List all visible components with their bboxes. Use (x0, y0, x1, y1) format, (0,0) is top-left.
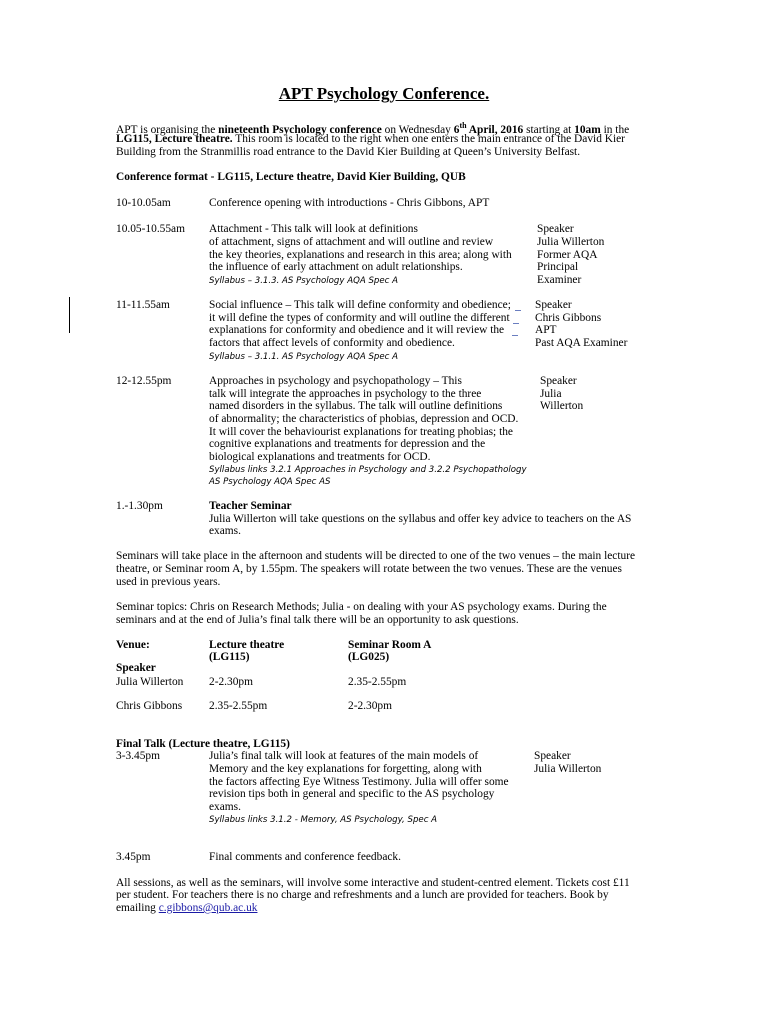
topics-line: seminars and at the end of Julia’s final talk there will be an opportunity to ask questions. (116, 614, 519, 626)
session-time: 3-3.45pm (116, 750, 160, 762)
edit-mark (512, 335, 518, 336)
session-desc-line: Attachment - This talk will look at definitions (209, 223, 418, 235)
session-desc-line: talk will integrate the approaches in psychology to the three (209, 388, 482, 400)
speaker-line: Julia (540, 388, 562, 400)
speaker-line: Julia Willerton (534, 763, 602, 775)
venue-col-header: Lecture theatre (209, 639, 285, 651)
venue-row-time: 2.35-2.55pm (348, 676, 407, 688)
session-heading: Teacher Seminar (209, 500, 292, 512)
intro-line-2: LG115, Lecture theatre. This room is located to the right when one enters the main entrance of the David Kier (116, 133, 625, 145)
session-desc-line: Approaches in psychology and psychopathology – This (209, 375, 462, 387)
seminars-line: theatre, or Seminar room A, by 1.55pm. The speakers will rotate between the two venues. These are the venues (116, 563, 622, 575)
footer-line: All sessions, as well as the seminars, will involve some interactive and student-centred element. Tickets cost £11 (116, 877, 630, 889)
seminars-line: Seminars will take place in the afternoon and students will be directed to one of the two venues – the main lecture (116, 550, 636, 562)
session-time: 10-10.05am (116, 197, 171, 209)
speaker-line: Past AQA Examiner (535, 337, 628, 349)
session-desc-line: cognitive explanations and treatments for depression and the (209, 438, 486, 450)
speaker-line: Speaker (540, 375, 577, 387)
session-desc-line: of attachment, signs of attachment and will outline and review (209, 236, 494, 248)
syllabus-note: Syllabus – 3.1.3. AS Psychology AQA Spec A (209, 276, 398, 286)
speaker-line: Speaker (535, 299, 572, 311)
venue-col-header: (LG025) (348, 651, 390, 663)
speaker-line: Chris Gibbons (535, 312, 602, 324)
session-time: 11-11.55am (116, 299, 170, 311)
speaker-line: Principal (537, 261, 579, 273)
session-desc: Final comments and conference feedback. (209, 851, 401, 863)
email-link[interactable]: c.gibbons@qub.ac.uk (158, 902, 258, 914)
intro-line-3: Building from the Stranmillis road entrance to the David Kier Building at Queen’s University Belfast. (116, 146, 581, 158)
venue-row-name: Chris Gibbons (116, 700, 183, 712)
venue-row-time: 2-2.30pm (348, 700, 392, 712)
venue-row-name: Julia Willerton (116, 676, 184, 688)
session-time: 10.05-10.55am (116, 223, 185, 235)
session-desc-line: Memory and the key explanations for forgetting, along with (209, 763, 482, 775)
session-desc-line: factors that affect levels of conformity and obedience. (209, 337, 455, 349)
speaker-line: Julia Willerton (537, 236, 605, 248)
footer-line: emailing c.gibbons@qub.ac.uk (116, 902, 258, 914)
syllabus-note: Syllabus links 3.1.2 - Memory, AS Psychology, Spec A (209, 815, 438, 825)
venue-col-header: Seminar Room A (348, 639, 432, 651)
session-desc-line: of abnormality; the characteristics of phobias, depression and OCD. (209, 413, 519, 425)
syllabus-note: Syllabus links 3.2.1 Approaches in Psychology and 3.2.2 Psychopathology (209, 465, 527, 475)
speaker-line: Willerton (540, 400, 584, 412)
syllabus-note: Syllabus – 3.1.1. AS Psychology AQA Spec A (209, 352, 398, 362)
speaker-line: Speaker (537, 223, 574, 235)
session-desc-line: Social influence – This talk will define conformity and obedience; (209, 299, 511, 311)
session-time: 12-12.55pm (116, 375, 172, 387)
session-desc-line: exams. (209, 801, 241, 813)
session-time: 1.-1.30pm (116, 500, 163, 512)
topics-line: Seminar topics: Chris on Research Methods; Julia - on dealing with your AS psychology exams. During the (116, 601, 607, 613)
venue-row-time: 2.35-2.55pm (209, 700, 268, 712)
session-desc-line: revision tips both in general and specific to the AS psychology (209, 788, 495, 800)
session-desc-line: the factors affecting Eye Witness Testimony. Julia will offer some (209, 776, 509, 788)
session-desc-line: Julia’s final talk will look at features of the main models of (209, 750, 479, 762)
footer-line: per student. For teachers there is no charge and refreshments and a lunch are provided for teachers. Book by (116, 889, 609, 901)
session-desc-line: the influence of early attachment on adult relationships. (209, 261, 463, 273)
syllabus-note: AS Psychology AQA Spec AS (209, 477, 331, 487)
edit-mark (515, 310, 521, 311)
venue-label: Venue: (116, 639, 150, 651)
revision-bar (69, 297, 70, 333)
speaker-line: Examiner (537, 274, 582, 286)
venue-row-time: 2-2.30pm (209, 676, 253, 688)
venue-col-header: (LG115) (209, 651, 250, 663)
session-desc-line: explanations for conformity and obedience and it will review the (209, 324, 505, 336)
final-talk-heading: Final Talk (Lecture theatre, LG115) (116, 738, 290, 750)
intro-line-1: APT is organising the nineteenth Psychology conference on Wednesday 6th April, 2016 starting at 10am in the (116, 121, 630, 136)
session-time: 3.45pm (116, 851, 151, 863)
edit-mark (513, 323, 519, 324)
page-title: APT Psychology Conference. (278, 84, 490, 103)
session-desc-line: Julia Willerton will take questions on the syllabus and offer key advice to teachers on the AS (209, 513, 632, 525)
format-heading: Conference format - LG115, Lecture theatre, David Kier Building, QUB (116, 171, 466, 183)
session-desc-line: biological explanations and treatments for OCD. (209, 451, 431, 463)
session-desc-line: exams. (209, 525, 241, 537)
speaker-label: Speaker (116, 662, 156, 674)
session-desc-line: It will cover the behaviourist explanations for treating phobias; the (209, 426, 513, 438)
session-desc-line: named disorders in the syllabus. The talk will outline definitions (209, 400, 503, 412)
session-desc-line: the key theories, explanations and research in this area; along with (209, 249, 512, 261)
speaker-line: Speaker (534, 750, 571, 762)
session-desc-line: it will define the types of conformity and will outline the different (209, 312, 510, 324)
session-desc: Conference opening with introductions - Chris Gibbons, APT (209, 197, 490, 209)
speaker-line: APT (535, 324, 557, 336)
speaker-line: Former AQA (537, 249, 598, 261)
seminars-line: used in previous years. (116, 576, 221, 588)
